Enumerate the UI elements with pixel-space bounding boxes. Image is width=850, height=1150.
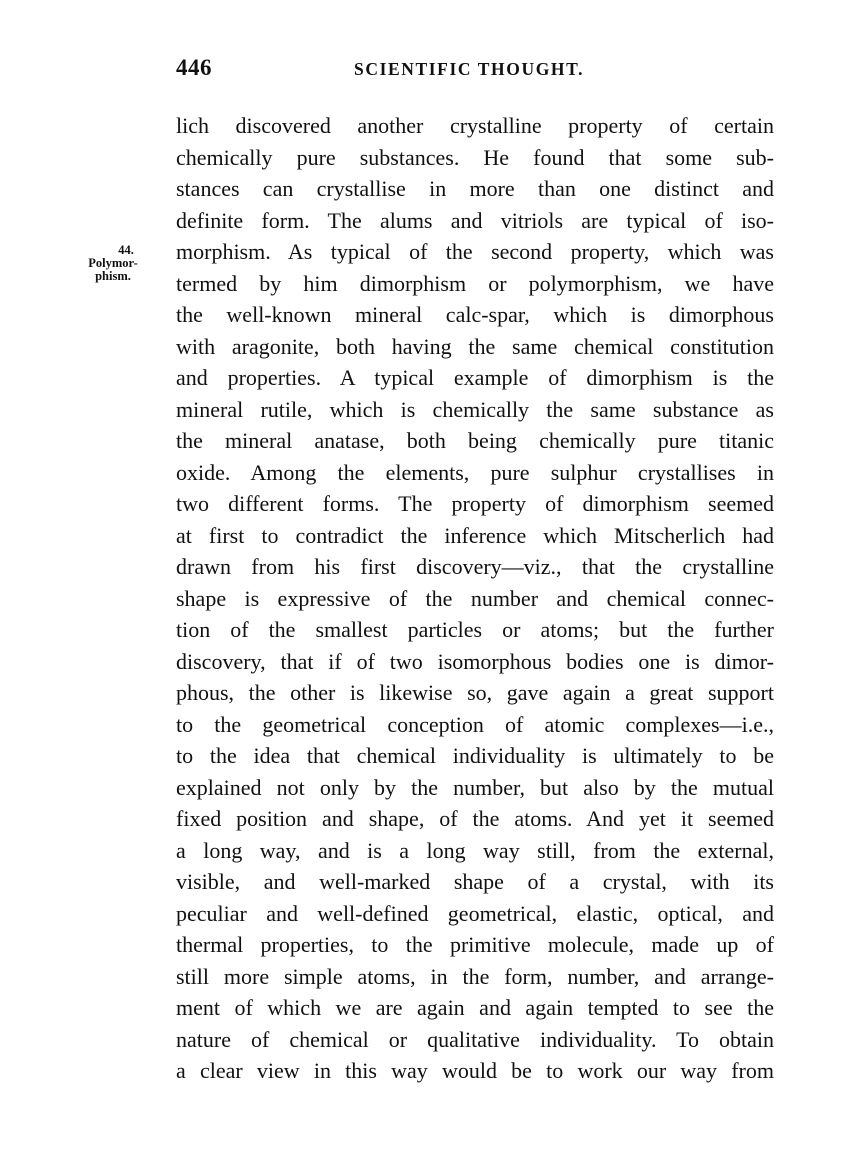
text-line: thermal properties, to the primitive molecule, made up of (176, 932, 774, 957)
text-line: shape is expressive of the number and chemical connec- (176, 585, 774, 611)
text-line: fixed position and shape, of the atoms. And yet it seemed (176, 806, 774, 831)
text-line: stances can crystallise in more than one distinct and (176, 176, 774, 201)
text-line: morphism. As typical of the second property, which was (176, 239, 774, 264)
page-number: 446 (176, 55, 212, 80)
text-line: explained not only by the number, but also by the mutual (176, 774, 774, 800)
text-line: definite form. The alums and vitriols are typical of iso- (176, 207, 774, 233)
text-line: the well-known mineral calc-spar, which is dimorphous (176, 302, 774, 327)
text-line: termed by him dimorphism or polymorphism, we have (176, 270, 774, 296)
text-line: mineral rutile, which is chemically the same substance as (176, 396, 774, 422)
margin-note-number: 44. (118, 243, 134, 257)
text-line: and properties. A typical example of dimorphism is the (176, 365, 774, 390)
text-line: a clear view in this way would be to work our way from (176, 1058, 774, 1083)
margin-note-line: phism. (95, 269, 131, 283)
text-line: two different forms. The property of dimorphism seemed (176, 491, 774, 516)
page-header (176, 55, 774, 89)
text-line: a long way, and is a long way still, from the external, (176, 837, 774, 863)
text-line: ment of which we are again and again tempted to see the (176, 995, 774, 1020)
text-line: oxide. Among the elements, pure sulphur crystallises in (176, 459, 774, 485)
text-line: to the geometrical conception of atomic complexes—i.e., (176, 711, 774, 737)
text-line: peculiar and well-defined geometrical, elastic, optical, and (176, 900, 774, 926)
text-line: visible, and well-marked shape of a crystal, with its (176, 869, 774, 894)
margin-note (70, 244, 156, 283)
running-head: SCIENTIFIC THOUGHT. (354, 59, 585, 79)
text-line: to the idea that chemical individuality is ultimately to be (176, 743, 774, 768)
text-line: with aragonite, both having the same chemical constitution (176, 333, 774, 359)
text-line: lich discovered another crystalline property of certain (176, 113, 774, 138)
text-line: discovery, that if of two isomorphous bodies one is dimor- (176, 648, 774, 674)
text-line: at first to contradict the inference which Mitscherlich had (176, 522, 774, 548)
text-line: nature of chemical or qualitative individuality. To obtain (176, 1026, 774, 1052)
text-line: chemically pure substances. He found that some sub- (176, 144, 774, 170)
body-text (176, 110, 774, 1087)
text-line: phous, the other is likewise so, gave again a great support (176, 680, 774, 705)
text-line: tion of the smallest particles or atoms; but the further (176, 617, 774, 642)
text-line: still more simple atoms, in the form, number, and arrange- (176, 963, 774, 989)
margin-note-line: Polymor- (88, 256, 138, 270)
text-line: the mineral anatase, both being chemically pure titanic (176, 428, 774, 453)
text-line: drawn from his first discovery—viz., that the crystalline (176, 554, 774, 579)
